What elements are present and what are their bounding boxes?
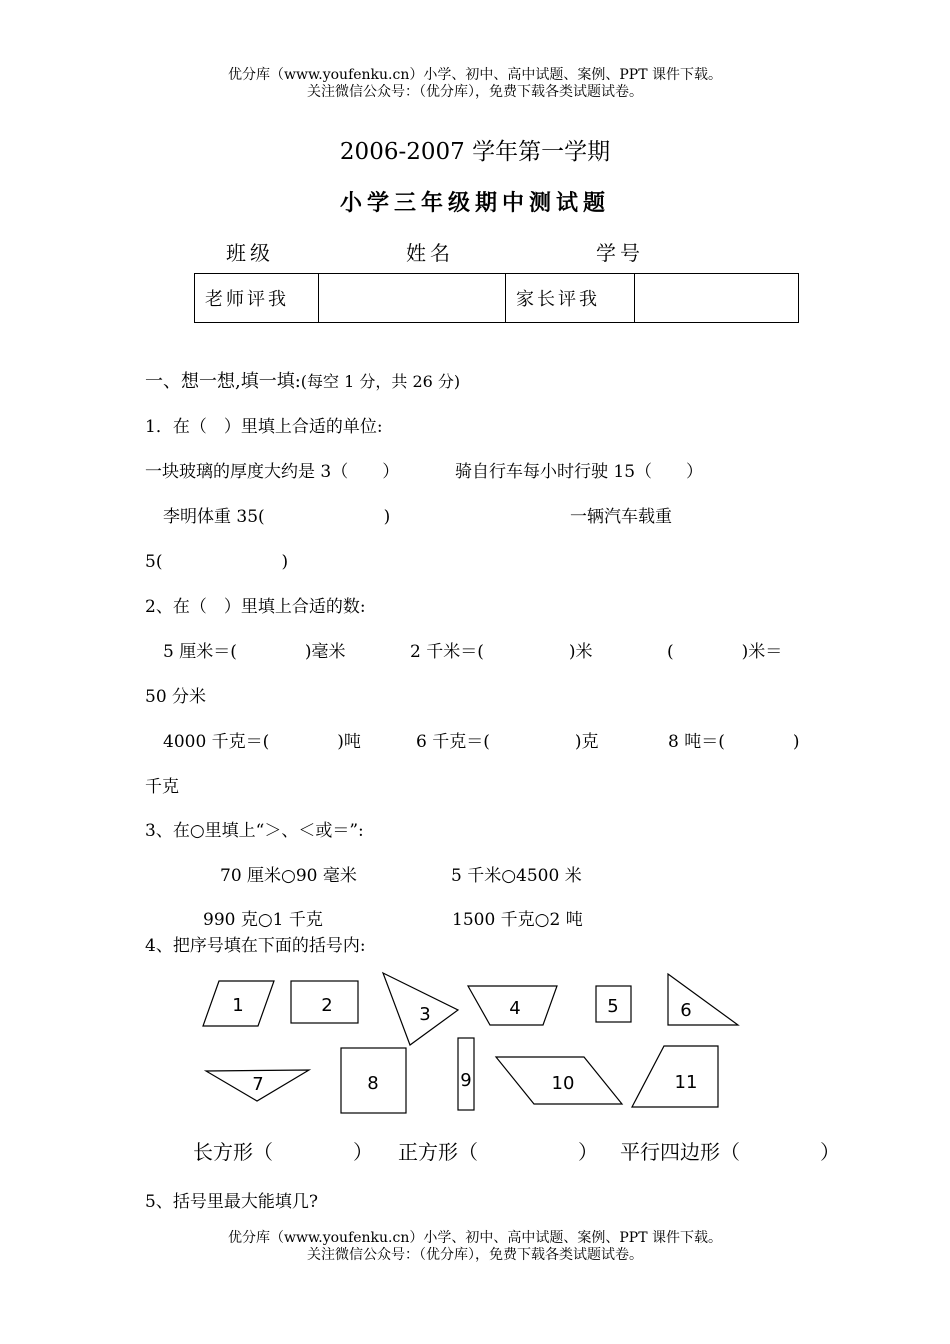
answer-parallelogram: 平行四边形（ ） — [620, 1140, 840, 1164]
shape-6-triangle — [668, 974, 738, 1025]
q2-item-d: 4000 千克＝( )吨 — [163, 732, 361, 752]
teacher-eval-label: 老师评我 — [195, 274, 319, 323]
q1-item-a: 一块玻璃的厚度大约是 3（ ） — [145, 462, 400, 482]
q2-item-b: 2 千米＝( )米 — [410, 642, 593, 662]
q2-item-c: ( )米＝ — [667, 642, 783, 662]
teacher-eval-cell[interactable] — [319, 274, 506, 323]
q3-item-c: 990 克○1 千克 — [203, 910, 323, 930]
q1-item-b: 骑自行车每小时行驶 15（ ） — [455, 462, 704, 482]
shape-number-3: 3 — [419, 1004, 431, 1025]
shape-number-4: 4 — [509, 998, 521, 1019]
shape-number-7: 7 — [252, 1074, 264, 1095]
q1-item-e: 5( ) — [145, 552, 289, 572]
q2-item-c-continued: 50 分米 — [145, 687, 207, 707]
shape-number-11: 11 — [674, 1072, 698, 1093]
shape-number-9: 9 — [460, 1070, 472, 1091]
q1-item-c: 李明体重 35( ) — [163, 507, 391, 527]
section1-heading — [145, 367, 460, 393]
shape-number-10: 10 — [551, 1073, 575, 1094]
q2-item-e: 6 千克＝( )克 — [416, 732, 599, 752]
q1-prompt: 1．在（ ）里填上合适的单位: — [145, 417, 383, 437]
shape-number-1: 1 — [232, 995, 244, 1016]
section1-score: (每空 1 分，共 26 分) — [300, 372, 461, 391]
evaluation-table — [194, 273, 799, 323]
shapes-figure — [190, 965, 760, 1125]
section1-title: 一、想一想,填一填: — [145, 371, 301, 392]
header-line-1: 优分库（www.youfenku.cn）小学、初中、高中试题、案例、PPT 课件下载。 — [227, 67, 722, 83]
q2-item-f: 8 吨＝( ) — [668, 732, 800, 752]
exam-title: 小学三年级期中测试题 — [339, 190, 610, 216]
parent-eval-label: 家长评我 — [506, 274, 635, 323]
header-line-2: 关注微信公众号：（优分库），免费下载各类试题试卷。 — [307, 84, 643, 100]
footer-line-2: 关注微信公众号：（优分库），免费下载各类试题试卷。 — [307, 1247, 643, 1263]
q2-item-f-continued: 千克 — [145, 777, 179, 797]
answer-rectangle: 长方形（ ） — [193, 1140, 373, 1164]
shape-number-6: 6 — [680, 1000, 692, 1021]
exam-year-title: 2006-2007 学年第一学期 — [339, 139, 611, 165]
q3-prompt: 3、在○里填上“＞、＜或＝”: — [145, 821, 364, 841]
q3-item-d: 1500 千克○2 吨 — [452, 910, 583, 930]
footer-line-1: 优分库（www.youfenku.cn）小学、初中、高中试题、案例、PPT 课件下载。 — [227, 1230, 722, 1246]
class-label: 班级 — [226, 241, 274, 265]
shape-number-2: 2 — [321, 995, 333, 1016]
q3-item-b: 5 千米○4500 米 — [451, 866, 582, 886]
q4-prompt: 4、把序号填在下面的括号内: — [145, 936, 366, 956]
parent-eval-cell[interactable] — [635, 274, 799, 323]
q2-prompt: 2、在（ ）里填上合适的数: — [145, 597, 366, 617]
q3-item-a: 70 厘米○90 毫米 — [220, 866, 357, 886]
shape-number-5: 5 — [607, 996, 619, 1017]
shape-number-8: 8 — [367, 1073, 379, 1094]
answer-square: 正方形（ ） — [398, 1140, 598, 1164]
q1-item-d: 一辆汽车载重 — [570, 507, 672, 527]
q5-prompt: 5、括号里最大能填几? — [145, 1192, 318, 1212]
q2-item-a: 5 厘米＝( )毫米 — [163, 642, 346, 662]
student-number-label: 学号 — [596, 241, 644, 265]
name-label: 姓名 — [406, 241, 454, 265]
